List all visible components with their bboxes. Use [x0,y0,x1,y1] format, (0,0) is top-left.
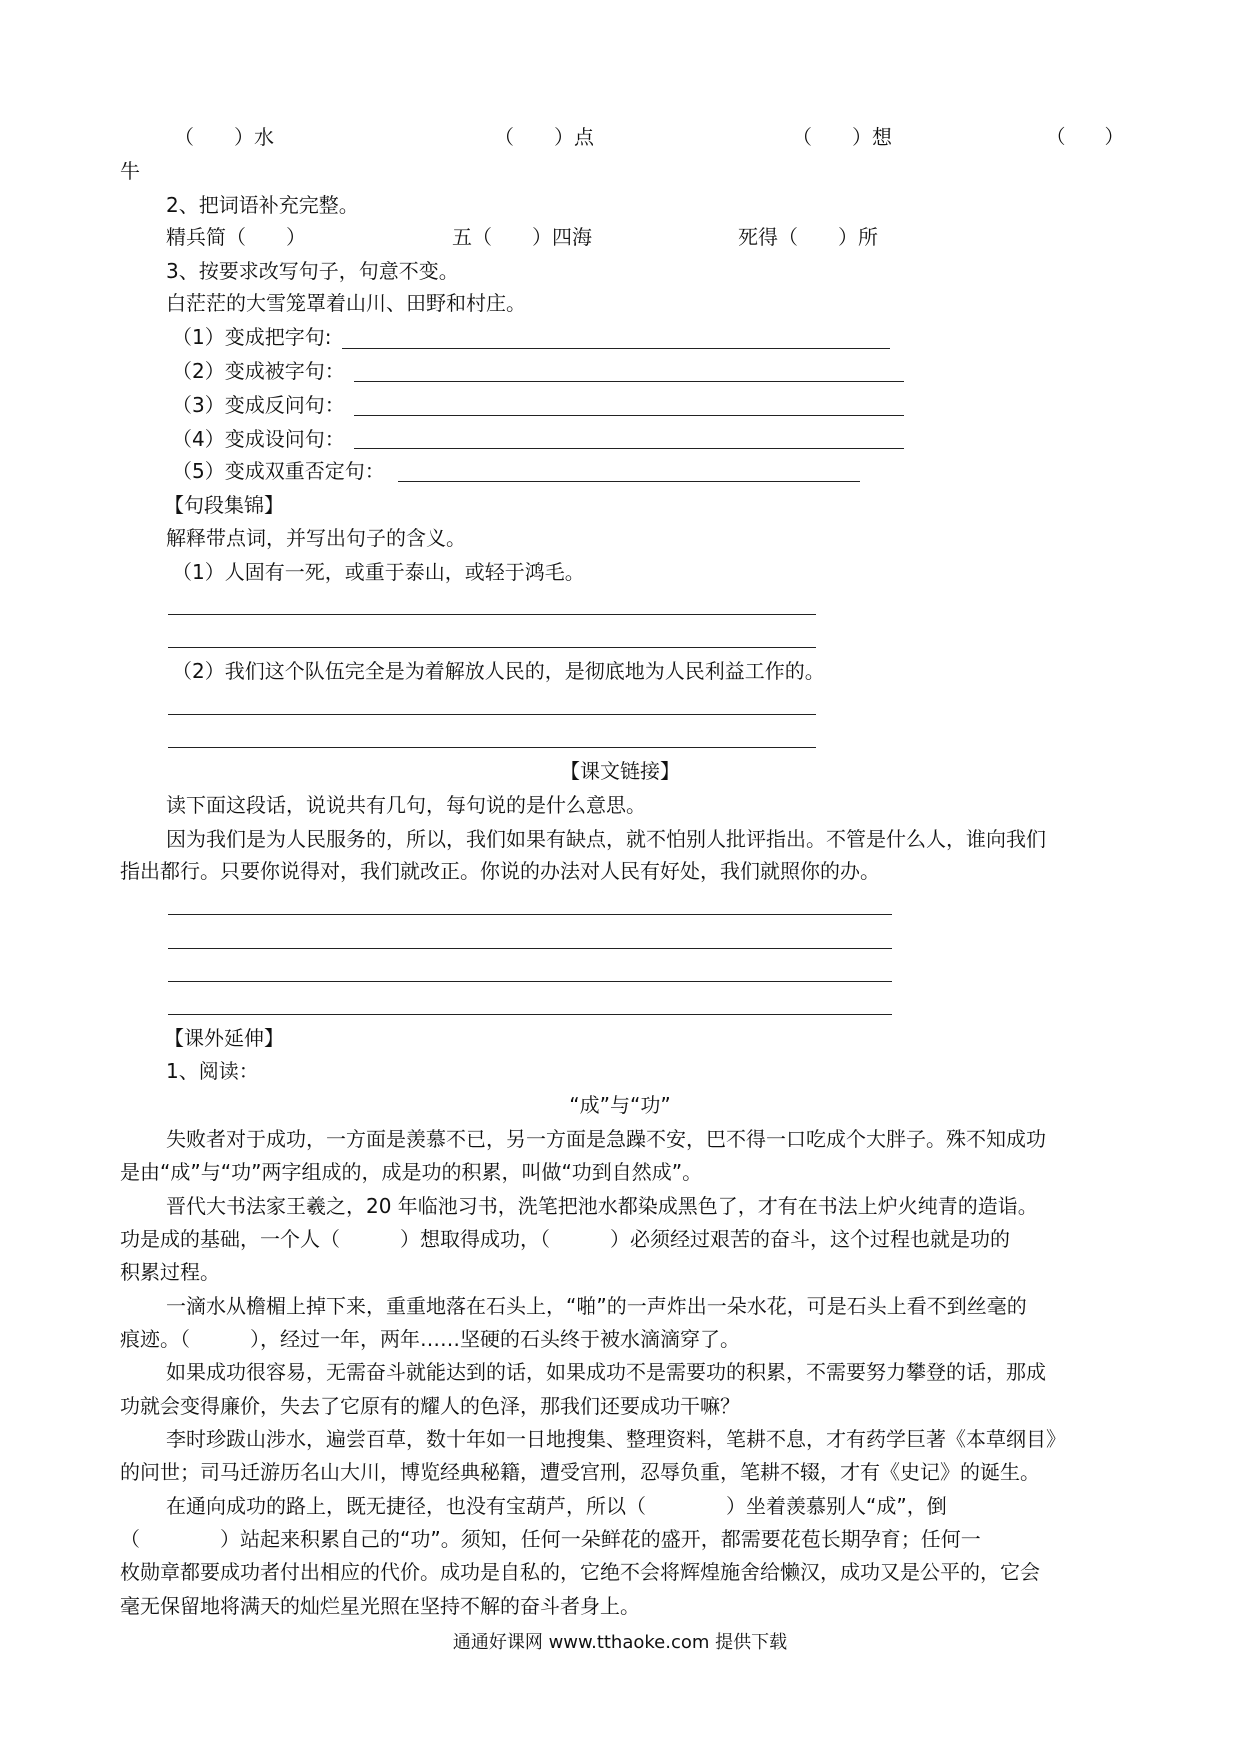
article-line: 晋代大书法家王羲之，20 年临池习书，洗笔把池水都染成黑色了，才有在书法上炉火纯青的造诣。 [166,1194,1038,1218]
kewen-paragraph-line-1: 因为我们是为人民服务的，所以，我们如果有缺点，就不怕别人批评指出。不管是什么人，谁向我们 [166,827,1046,851]
juduan-sentence-2: （2）我们这个队伍完全是为着解放人民的，是彻底地为人民利益工作的。 [172,659,825,683]
section-title-kewen: 【课文链接】 [560,759,680,783]
article-line: （ ）站起来积累自己的“功”。须知，任何一朵鲜花的盛开，都需要花苞长期孕育；任何一 [120,1527,981,1551]
kewen-paragraph-line-2: 指出都行。只要你说得对，我们就改正。你说的办法对人民有好处，我们就照你的办。 [120,859,880,883]
q1-item-3: （ ）想 [792,125,892,149]
q2-heading: 2、把词语补充完整。 [166,193,359,217]
answer-line[interactable] [354,415,904,416]
q3-sentence: 白茫茫的大雪笼罩着山川、田野和村庄。 [166,291,526,315]
answer-line[interactable] [168,1014,892,1015]
q1-overflow: 牛 [120,159,140,183]
article-line: 的问世；司马迁游历名山大川，博览经典秘籍，遭受宫刑，忍辱负重，笔耕不辍，才有《史记》的诞生。 [120,1460,1040,1484]
article-title: “成”与“功” [569,1093,671,1117]
q2-item-3: 死得（ ）所 [738,225,878,249]
kewen-instruction: 读下面这段话，说说共有几句，每句说的是什么意思。 [166,793,646,817]
article-line: 功是成的基础，一个人（ ）想取得成功，（ ）必须经过艰苦的奋斗，这个过程也就是功的 [120,1227,1010,1251]
section-title-kewai: 【课外延伸】 [164,1026,284,1050]
q1-item-2: （ ）点 [494,125,594,149]
q1-item-1: （ ）水 [174,125,274,149]
q3-item-5: （5）变成双重否定句： [172,459,385,483]
article-line: 痕迹。（ ），经过一年，两年……坚硬的石头终于被水滴滴穿了。 [120,1327,740,1351]
answer-line[interactable] [168,981,892,982]
answer-line[interactable] [354,448,904,449]
article-line: 毫无保留地将满天的灿烂星光照在坚持不解的奋斗者身上。 [120,1594,640,1618]
answer-line[interactable] [342,348,890,349]
answer-line[interactable] [168,747,816,748]
article-line: 功就会变得廉价，失去了它原有的耀人的色泽，那我们还要成功干嘛？ [120,1394,740,1418]
q1-item-4: （ ） [1046,125,1125,148]
article-line: 在通向成功的路上，既无捷径，也没有宝葫芦，所以（ ）坐着羡慕别人“成”，倒 [166,1494,947,1518]
answer-line[interactable] [168,614,816,615]
q3-item-3: （3）变成反问句： [172,393,345,417]
article-line: 积累过程。 [120,1260,220,1284]
page-footer: 通通好课网 www.tthaoke.com 提供下载 [452,1632,788,1653]
q3-item-2: （2）变成被字句： [172,359,345,383]
answer-line[interactable] [354,381,904,382]
article-line: 失败者对于成功，一方面是羡慕不已，另一方面是急躁不安，巴不得一口吃成个大胖子。殊不知成功 [166,1127,1046,1151]
q2-item-1: 精兵简（ ） [166,225,306,249]
section-title-juduan: 【句段集锦】 [164,493,284,517]
article-line: 如果成功很容易，无需奋斗就能达到的话，如果成功不是需要功的积累，不需要努力攀登的话，那成 [166,1360,1046,1384]
answer-line[interactable] [398,481,860,482]
answer-line[interactable] [168,948,892,949]
q3-item-4: （4）变成设问句： [172,427,345,451]
juduan-sentence-1: （1）人固有一死，或重于泰山，或轻于鸿毛。 [172,560,585,584]
q3-item-1: （1）变成把字句: [172,325,332,349]
answer-line[interactable] [168,714,816,715]
article-line: 是由“成”与“功”两字组成的，成是功的积累，叫做“功到自然成”。 [120,1160,703,1184]
kewai-q1: 1、阅读： [166,1059,259,1083]
answer-line[interactable] [168,647,816,648]
answer-line[interactable] [168,914,892,915]
q2-item-2: 五（ ）四海 [452,225,592,249]
article-line: 李时珍跋山涉水，遍尝百草，数十年如一日地搜集、整理资料，笔耕不息，才有药学巨著《本草纲目》 [166,1427,1066,1451]
article-line: 一滴水从檐楣上掉下来，重重地落在石头上，“啪”的一声炸出一朵水花，可是石头上看不到丝毫的 [166,1294,1027,1318]
q3-heading: 3、按要求改写句子，句意不变。 [166,259,459,283]
juduan-instruction: 解释带点词，并写出句子的含义。 [166,526,466,550]
article-line: 枚勋章都要成功者付出相应的代价。成功是自私的，它绝不会将辉煌施舍给懒汉，成功又是公平的，它会 [120,1560,1040,1584]
